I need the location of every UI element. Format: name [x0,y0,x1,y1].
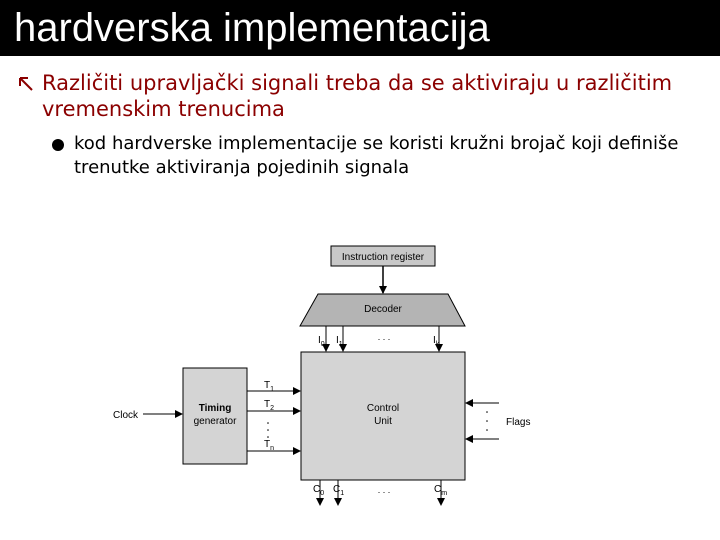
decoder-label: Decoder [364,304,402,315]
flags-label: Flags [506,417,531,428]
t-dot-1 [267,422,269,424]
t-dot-3 [267,436,269,438]
bullet-level1: Različiti upravljački signali treba da se aktiviraju u različitim vremenskim trenucima [42,71,673,121]
t-dot-2 [267,429,269,431]
i0-label: $I_0$ [318,335,325,348]
clock-label: Clock [113,410,139,421]
c-dots: . . . [377,485,391,495]
timing-generator-label-2: generator [193,416,237,427]
t2-label: $T_2$ [264,399,275,412]
i-dots: . . . [377,332,391,342]
t1-label: $T_1$ [264,380,275,393]
flag-dot-2 [486,420,488,422]
c0-label: $C_0$ [313,484,325,497]
flag-dot-1 [486,411,488,413]
tn-label: $T_n$ [264,439,275,452]
i1-label: $I_1$ [336,335,343,348]
slide-title: hardverska implementacija [14,6,490,50]
instruction-register-label: Instruction register [341,252,425,263]
control-unit-label-1: Control [366,403,400,414]
bullet-level2: kod hardverske implementacije se koristi kružni brojač koji definiše trenutke aktiviranja pojedinih signala [74,133,679,178]
cm-label: $C_m$ [434,484,448,497]
flag-dot-3 [486,429,488,431]
control-unit-label-2: Unit [374,416,392,427]
ik-label: $I_k$ [433,335,440,348]
timing-generator-label-1: Timing [198,403,232,414]
c1-label: $C_1$ [333,484,345,497]
